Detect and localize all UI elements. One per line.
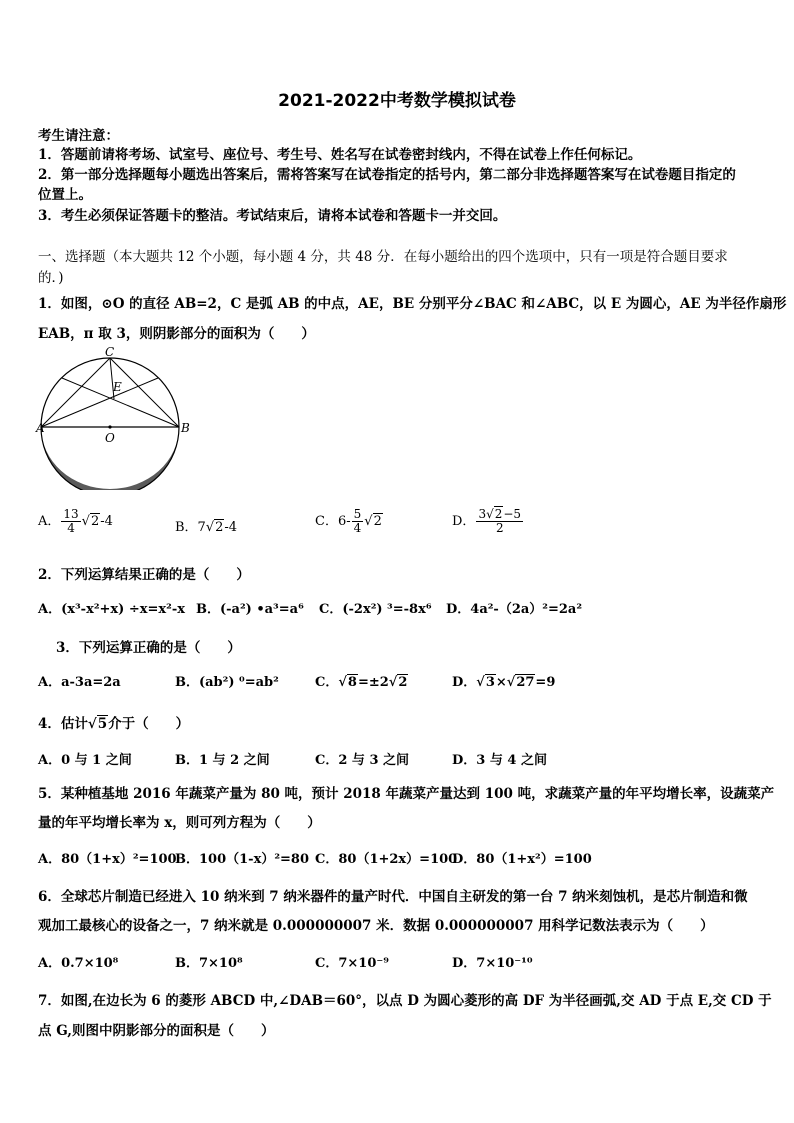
q1-b-tail: -4: [224, 520, 238, 535]
q1-option-a[interactable]: [38, 508, 113, 535]
q1-options: [38, 506, 760, 540]
q3-option-b[interactable]: B．(ab²) ⁰=ab²: [175, 675, 279, 690]
q1-d-den: 2: [495, 521, 504, 535]
q3-stem: 3．下列运算正确的是（ ）: [56, 640, 241, 656]
q5-stem: 5．某种植基地 2016 年蔬菜产量为 80 吨，预计 2018 年蔬菜产量达到 100 吨，求蔬菜产量的年平均增长率，设蔬菜产: [38, 786, 775, 802]
label-c: C: [105, 345, 115, 359]
notice-item-2: 2．第一部分选择题每小题选出答案后，需将答案写在试卷指定的括号内，第二部分非选择题答案写在试卷题目指定的: [38, 167, 736, 183]
center-point: [108, 425, 111, 428]
q2-options: [38, 598, 760, 618]
q3-d-mid: ×: [495, 675, 507, 690]
q4-sqrt: √5: [87, 716, 108, 732]
label-a: A: [36, 421, 45, 435]
q1-a-frac: [61, 508, 80, 535]
q1-d-num-rad: 2: [494, 507, 503, 521]
q1-a-tail: -4: [100, 514, 113, 529]
q3-c-label: C．: [315, 675, 339, 690]
q2-option-b[interactable]: B．(-a²) •a³=a⁶: [196, 602, 304, 617]
q1-c-rad: 2: [373, 514, 382, 529]
q1-c-sqrt: √2: [364, 514, 382, 529]
q3-c-rad: 8: [347, 675, 357, 690]
q7-stem-cont: 点 G,则图中阴影部分的面积是（ ）: [38, 1023, 275, 1039]
q3-option-c[interactable]: [315, 671, 408, 690]
q1-d-num-sqrt: √2: [486, 507, 503, 521]
q2-stem: 2．下列运算结果正确的是（ ）: [38, 567, 250, 583]
q5-option-a[interactable]: A．80（1+x）²=100: [38, 852, 177, 867]
label-o: O: [105, 431, 115, 445]
q1-d-label: D．: [452, 514, 476, 529]
q1-stem-cont: EAB，π 取 3，则阴影部分的面积为（ ）: [38, 326, 315, 342]
q6-option-b[interactable]: B．7×10⁸: [175, 956, 243, 971]
q1-b-sqrt: √2: [205, 520, 224, 535]
q2-option-a[interactable]: A．(x³-x²+x) ÷x=x²-x: [38, 602, 185, 617]
q4-options: [38, 749, 760, 769]
q1-a-den: 4: [67, 521, 75, 535]
segment-ae: [41, 378, 158, 427]
q1-d-num-pre: 3: [478, 507, 487, 521]
q1-a-sqrt: √2: [81, 514, 100, 529]
q3-d-rad2: 27: [516, 675, 535, 690]
circle-o: [41, 358, 179, 490]
q1-d-num-tail: −5: [503, 507, 522, 521]
q1-d-num: [476, 508, 523, 522]
q1-option-d[interactable]: [452, 508, 524, 535]
q6-option-c[interactable]: C．7×10⁻⁹: [315, 956, 389, 971]
q3-options: [38, 671, 760, 693]
q3-option-a[interactable]: A．a-3a=2a: [38, 675, 121, 690]
q1-c-frac: [352, 508, 364, 535]
q1-circle-figure: [34, 344, 194, 490]
q1-a-label: A．: [38, 514, 61, 529]
q1-option-c[interactable]: [315, 508, 383, 535]
q5-options: [38, 848, 760, 868]
q1-c-num: 5: [353, 507, 362, 521]
q1-d-frac: [476, 508, 523, 535]
q1-option-b[interactable]: [175, 516, 237, 535]
q5-option-b[interactable]: B．100（1-x）²=80: [175, 852, 309, 867]
q3-c-rad2: 2: [398, 675, 408, 690]
q3-c-mid: =±2: [357, 675, 389, 690]
q4-rad: 5: [97, 716, 108, 732]
q4-stem-pre: 4．估计: [38, 716, 88, 732]
q5-option-c[interactable]: C．80（1+2x）=100: [315, 852, 458, 867]
q2-option-d[interactable]: D．4a²-（2a）²=2a²: [446, 602, 583, 617]
q1-stem: 1．如图，⊙O 的直径 AB=2，C 是弧 AB 的中点，AE，BE 分别平分∠BAC 和∠ABC，以 E 为圆心，AE 为半径作扇形: [38, 296, 787, 312]
q4-stem: [38, 712, 760, 732]
q7-stem: 7．如图,在边长为 6 的菱形 ABCD 中,∠DAB＝60°，以点 D 为圆心菱形的高 DF 为半径画弧,交 AD 于点 E,交 CD 于: [38, 993, 772, 1009]
q5-stem-cont: 量的年平均增长率为 x，则可列方程为（ ）: [38, 815, 321, 831]
q4-option-d[interactable]: D．3 与 4 之间: [452, 753, 547, 768]
q3-c-sqrt: √8: [338, 675, 357, 690]
segment-ac: [41, 358, 110, 427]
q1-c-label: C．6-: [315, 514, 351, 529]
q3-c-sqrt2: √2: [388, 675, 408, 690]
q1-b-label: B．7: [175, 520, 206, 535]
q6-option-d[interactable]: D．7×10⁻¹⁰: [452, 956, 533, 971]
q6-stem-cont: 观加工最核心的设备之一，7 纳米就是 0.000000007 米．数据 0.000000007 用科学记数法表示为（ ）: [38, 918, 714, 934]
q3-d-sqrt2: √27: [506, 675, 535, 690]
q3-option-d[interactable]: [452, 671, 555, 690]
label-e: E: [113, 380, 122, 394]
notice-item-1: 1．答题前请将考场、试室号、座位号、考生号、姓名写在试卷密封线内，不得在试卷上作任何标记。: [38, 147, 642, 163]
q1-a-num: 13: [63, 507, 79, 521]
q5-option-d[interactable]: D．80（1+x²）=100: [452, 852, 592, 867]
section-heading-cont: 的．): [38, 270, 64, 286]
q3-d-label: D．: [452, 675, 477, 690]
page-title: 2021-2022中考数学模拟试卷: [278, 91, 516, 111]
notice-item-3: 3．考生必须保证答题卡的整洁。考试结束后，请将本试卷和答题卡一并交回。: [38, 208, 507, 224]
q1-a-rad: 2: [90, 514, 100, 529]
q6-options: [38, 952, 760, 972]
q1-c-den: 4: [353, 521, 362, 535]
q2-option-c[interactable]: C．(-2x²) ³=-8x⁶: [319, 602, 432, 617]
q4-option-c[interactable]: C．2 与 3 之间: [315, 753, 410, 768]
q4-option-b[interactable]: B．1 与 2 之间: [175, 753, 270, 768]
notice-item-2-cont: 位置上。: [38, 187, 92, 203]
label-b: B: [181, 421, 190, 435]
q3-d-sqrt: √3: [476, 675, 495, 690]
q3-d-rad: 3: [485, 675, 495, 690]
q4-stem-post: 介于（ ）: [108, 716, 190, 732]
q6-stem: 6．全球芯片制造已经进入 10 纳米到 7 纳米器件的量产时代．中国自主研发的第一台 7 纳米刻蚀机，是芯片制造和微: [38, 889, 748, 905]
q1-b-rad: 2: [215, 520, 224, 535]
notice-heading: 考生请注意：: [38, 128, 119, 144]
q4-option-a[interactable]: A．0 与 1 之间: [38, 753, 132, 768]
q6-option-a[interactable]: A．0.7×10⁸: [38, 956, 119, 971]
q3-d-tail: =9: [535, 675, 556, 690]
section-heading: 一、选择题（本大题共 12 个小题，每小题 4 分，共 48 分．在每小题给出的四个选项中，只有一项是符合题目要求: [38, 249, 728, 265]
